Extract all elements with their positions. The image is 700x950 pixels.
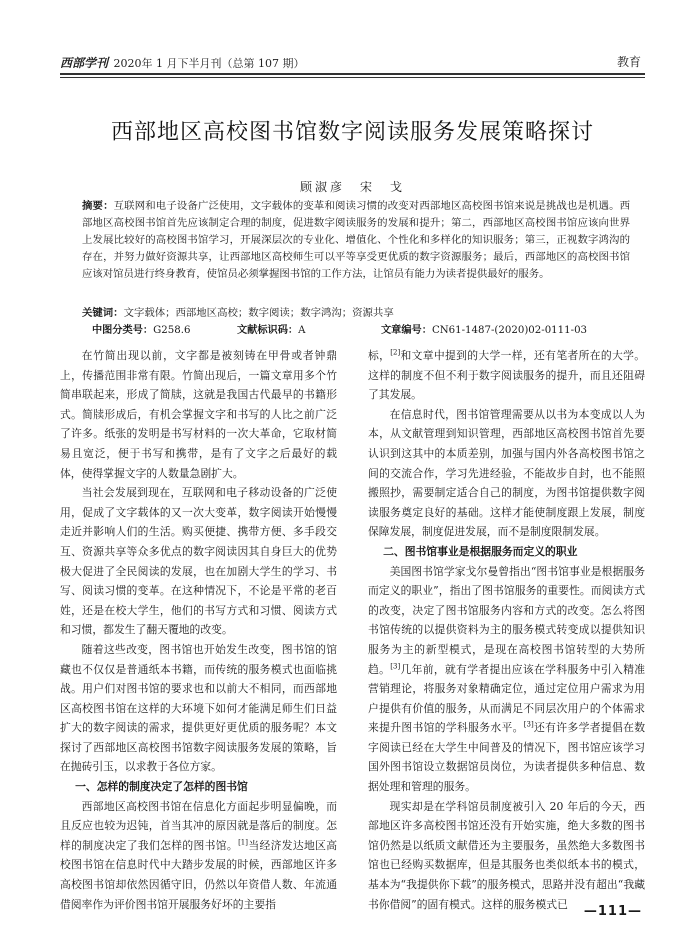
journal-issue: 2020年 1 月下半月刊（总第 107 期） <box>113 57 305 70</box>
paragraph: 随着这些改变，图书馆也开始发生改变，图书馆的馆藏也不仅仅是普通纸本书籍，而传统的服务模式也面临挑战。用户们对图书馆的要求也和以前大不相同，而西部地区高校图书馆在这样的大环境下如何才能满足师生们日益扩大的数字阅读的需求，提供更好更优质的服务呢？本文探讨了西部地区高校图书馆数字阅读服务发展的策略，旨在抛砖引玉，以求教于各位方家。 <box>60 642 337 774</box>
paragraph <box>60 797 337 915</box>
citation-ref: [1] <box>238 838 248 847</box>
doc-code-value: A <box>298 325 306 336</box>
doc-code-label: 文献标识码： <box>237 325 299 336</box>
journal-name: 西部学刊 <box>60 56 109 70</box>
clc-number <box>92 321 190 336</box>
paragraph: 当社会发展到现在，互联网和电子移动设备的广泛使用，促成了文字载体的又一次大变革，数字阅读开始慢慢走近并影响人们的生活。购买便捷、携带方便、多手段交互、资源共享等众多优点的数字阅读因其自身巨大的优势极大促进了全民阅读的发展，也在加剧大学生的学习、书写、阅读习惯的变革。在这种情况下，不论是平常的老百姓，还是在校大学生，他们的书写方式和习惯、阅读方式和习惯，都发生了翻天覆地的改变。 <box>60 486 337 637</box>
clc-value: G258.6 <box>153 325 191 336</box>
paragraph <box>368 346 645 405</box>
paragraph: 在信息时代，图书馆管理需要从以书为本变成以人为本，从文献管理到知识管理，西部地区高校图书馆首先要认识到这其中的本质差别，加强与国内外各高校图书馆之间的交流合作，学习先进经验，不能故步自封，也不能照搬照抄，需要制定适合自己的制度，为图书馆提供数字阅读服务奠定良好的基础。这样才能使制度跟上发展，制度保障发展，制度促进发展，而不是制度限制发展。 <box>368 407 645 539</box>
clc-label: 中图分类号： <box>92 325 154 336</box>
paragraph-text: 几年前，就有学者提出应该在学科服务中引入精准营销理论，将服务对象精确定位，通过定位用户需求为用户提供有价值的服务，从而满足不同层次用户的个体需求来提升图书馆的学科服务水平。 <box>368 662 646 735</box>
paragraph <box>368 562 645 797</box>
running-header <box>60 52 645 72</box>
paragraph-text: 和文章中提到的大学一样，还有笔者所在的大学。这样的制度不但不利于数字阅读服务的提升，而且还阻碍了其发展。 <box>368 349 646 402</box>
article-title: 西部地区高校图书馆数字阅读服务发展策略探讨 <box>110 120 594 145</box>
page-number: —111— <box>583 904 642 919</box>
paragraph: 现实却是在学科馆员制度被引入 20 年后的今天，西部地区许多高校图书馆还没有开始实施，绝大多数的图书馆仍然是以纸质文献借还为主要服务，虽然绝大多数图书馆也已经购买数据库，但是其服务也类似纸本书的模式，基本为“我提供你下载”的服务模式，思路并没有超出“我藏书你借阅”的固有模式。这样的服务模式已 <box>368 799 645 911</box>
paragraph-text: 当经济发达地区高校图书馆在信息时代中大踏步发展的时候，西部地区许多高校图书馆却依然因循守旧，仍然以年资借人数、年流通借阅率作为评价图书馆开展服务好坏的主要指 <box>60 838 338 911</box>
paragraph-text: 还有许多学者提倡在数字阅读已经在大学生中间普及的情况下，图书馆应该学习国外图书馆设立数据馆员岗位，为读者提供多种信息、数据处理和管理的服务。 <box>368 721 646 794</box>
body-column-right <box>368 346 645 914</box>
keywords-text: 文字载体；西部地区高校；数字阅读；数字鸿沟；资源共享 <box>123 307 394 319</box>
paragraph: 在竹简出现以前，文字都是被刻铸在甲骨或者钟鼎上，传播范围非常有限。竹简出现后，一篇文章用多个竹简串联起来，形成了简牍，这就是我国古代最早的书籍形式。简牍形成后，有机会掌握文字和书写的人比之前广泛了许多。纸张的发明是书写材料的一次大革命，它取材简易且宽泛，便于书写和携带，是有了文字之后最好的载体，使得掌握文字的人数量急剧扩大。 <box>60 349 337 480</box>
section-label: 教育 <box>616 55 641 69</box>
keywords-label: 关键词： <box>82 307 124 319</box>
article-number-value: CN61-1487-(2020)02-0111-03 <box>431 325 588 336</box>
body-column-left <box>60 346 337 914</box>
journal-info <box>60 54 305 71</box>
article-number-label: 文章编号： <box>381 325 432 336</box>
paragraph-text: 标， <box>368 349 391 362</box>
citation-ref: [3] <box>523 720 534 729</box>
abstract-text: 互联网和电子设备广泛使用，文字载体的变革和阅读习惯的改变对西部地区高校图书馆来说是挑战也是机遇。西部地区高校图书馆首先应该制定合理的制度，促进数字阅读服务的发展和提升；第二，西部地区高校图书馆应该向世界上发展比较好的高校图书馆学习，开展深层次的专业化、增值化、个性化和多样化的知识服务；第三，正视数字鸿沟的存在，并努力做好资源共享，让西部地区高校师生可以平等享受更优质的数字资源服务；最后，西部地区的高校图书馆应该对馆员进行终身教育，使馆员必须掌握图书馆的工作方法，让馆员有能力为读者提供最好的服务。 <box>82 200 630 280</box>
citation-ref: [3] <box>390 661 401 670</box>
abstract <box>82 198 630 283</box>
section-heading-1: 一、怎样的制度决定了怎样的图书馆 <box>75 780 248 794</box>
document-code <box>237 321 305 336</box>
article-number <box>381 321 587 336</box>
section-heading-2: 二、图书馆事业是根据服务而定义的职业 <box>383 544 578 558</box>
citation-ref: [2] <box>390 348 401 357</box>
abstract-label: 摘要： <box>82 200 114 212</box>
paragraph-text: 美国图书馆学家戈尔曼曾指出“图书馆事业是根据服务而定义的职业”，指出了图书馆服务的重要性。而阅读方式的改变，决定了图书馆服务内容和方式的改变。怎么将图书馆传统的以提供资料为主的服务模式转变成以提供知识服务为主的新型模式，是现在高校图书馆转型的大势所趋。 <box>368 564 645 676</box>
article-authors: 顾淑彦 宋 戈 <box>299 180 405 194</box>
header-rule-thin <box>60 77 645 78</box>
paragraph-text: 西部地区高校图书馆在信息化方面起步明显偏晚，而且反应也较为迟钝，首当其冲的原因就是落后的制度。怎样的制度决定了我们怎样的图书馆。 <box>60 799 337 852</box>
keywords <box>82 304 630 319</box>
header-rule-thick <box>60 73 645 75</box>
